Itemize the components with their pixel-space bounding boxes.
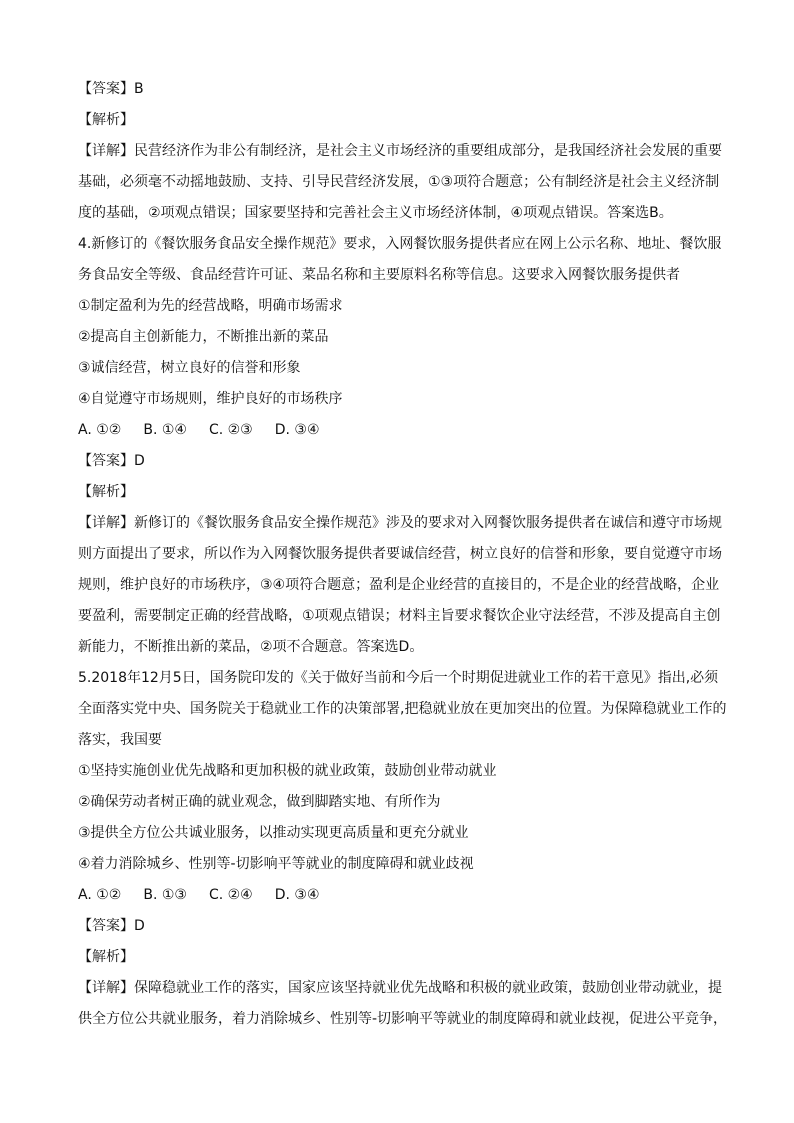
question-4-item: ①制定盈利为先的经营战略，明确市场需求 <box>78 298 343 314</box>
option-d: D. ③④ <box>274 422 320 438</box>
answer-label: 【答案】D <box>78 918 145 934</box>
analysis-label: 【解析】 <box>78 484 134 500</box>
question-5-stem: 全面落实党中央、国务院关于稳就业工作的决策部署,把稳就业放在更加突出的位置。为保障稳就业工作的 <box>78 701 727 717</box>
question-4-stem: 务食品安全等级、食品经营许可证、菜品名称和主要原料名称等信息。这要求入网餐饮服务提供者 <box>78 267 680 283</box>
option-b: B. ①④ <box>143 422 187 438</box>
option-a: A. ①② <box>78 887 122 903</box>
question-4-options <box>78 415 730 446</box>
answer-label: 【答案】D <box>78 453 145 469</box>
option-b: B. ①③ <box>143 887 187 903</box>
question-5-item: ①坚持实施创业优先战略和更加积极的就业政策，鼓励创业带动就业 <box>78 763 497 779</box>
question-4-item: ④自觉遵守市场规则，维护良好的市场秩序 <box>78 391 343 407</box>
question-5-stem: 落实，我国要 <box>78 732 162 748</box>
detail-line: 基础，必须毫不动摇地鼓励、支持、引导民营经济发展，①③项符合题意；公有制经济是社会主义经济制 <box>78 174 720 190</box>
question-4-stem: 4.新修订的《餐饮服务食品安全操作规范》要求，入网餐饮服务提供者应在网上公示名称、地址、餐饮服 <box>78 236 722 252</box>
option-c: C. ②③ <box>208 422 253 438</box>
detail-line: 要盈利，需要制定正确的经营战略，①项观点错误；材料主旨要求餐饮企业守法经营，不涉及提高自主创 <box>78 608 721 624</box>
question-5-item: ③提供全方位公共诚业服务，以推动实现更高质量和更充分就业 <box>78 825 469 841</box>
question-5-item: ④着力消除城乡、性别等-切影响平等就业的制度障碍和就业歧视 <box>78 856 474 872</box>
detail-line: 供全方位公共就业服务，着力消除城乡、性别等-切影响平等就业的制度障碍和就业歧视，促进公平竞争， <box>78 1011 728 1027</box>
question-5-item: ②确保劳动者树正确的就业观念，做到脚踏实地、有所作为 <box>78 794 441 810</box>
answer-label: 【答案】B <box>78 81 144 97</box>
detail-line: 规则，维护良好的市场秩序，③④项符合题意；盈利是企业经营的直接目的，不是企业的经营战略，企业 <box>78 577 720 593</box>
detail-line: 度的基础，②项观点错误；国家要坚持和完善社会主义市场经济体制，④项观点错误。答案选B。 <box>78 205 673 221</box>
document-page <box>78 74 730 1035</box>
option-c: C. ②④ <box>208 887 253 903</box>
analysis-label: 【解析】 <box>78 949 134 965</box>
detail-line: 【详解】新修订的《餐饮服务食品安全操作规范》涉及的要求对入网餐饮服务提供者在诚信和遵守市场规 <box>78 515 722 531</box>
question-5-stem: 5.2018年12月5日，国务院印发的《关于做好当前和今后一个时期促进就业工作的若干意见》指出,必须 <box>78 670 719 686</box>
detail-line: 【详解】保障稳就业工作的落实，国家应该坚持就业优先战略和积极的就业政策，鼓励创业带动就业，提 <box>78 980 722 996</box>
question-4-item: ③诚信经营，树立良好的信誉和形象 <box>78 360 301 376</box>
option-a: A. ①② <box>78 422 122 438</box>
question-4-item: ②提高自主创新能力，不断推出新的菜品 <box>78 329 329 345</box>
analysis-label: 【解析】 <box>78 112 134 128</box>
question-5-options <box>78 880 730 911</box>
detail-line: 【详解】民营经济作为非公有制经济，是社会主义市场经济的重要组成部分，是我国经济社会发展的重要 <box>78 143 722 159</box>
option-d: D. ③④ <box>274 887 320 903</box>
detail-line: 新能力，不断推出新的菜品，②项不合题意。答案选D。 <box>78 639 424 655</box>
detail-line: 则方面提出了要求，所以作为入网餐饮服务提供者要诚信经营，树立良好的信誉和形象，要自觉遵守市场 <box>78 546 722 562</box>
